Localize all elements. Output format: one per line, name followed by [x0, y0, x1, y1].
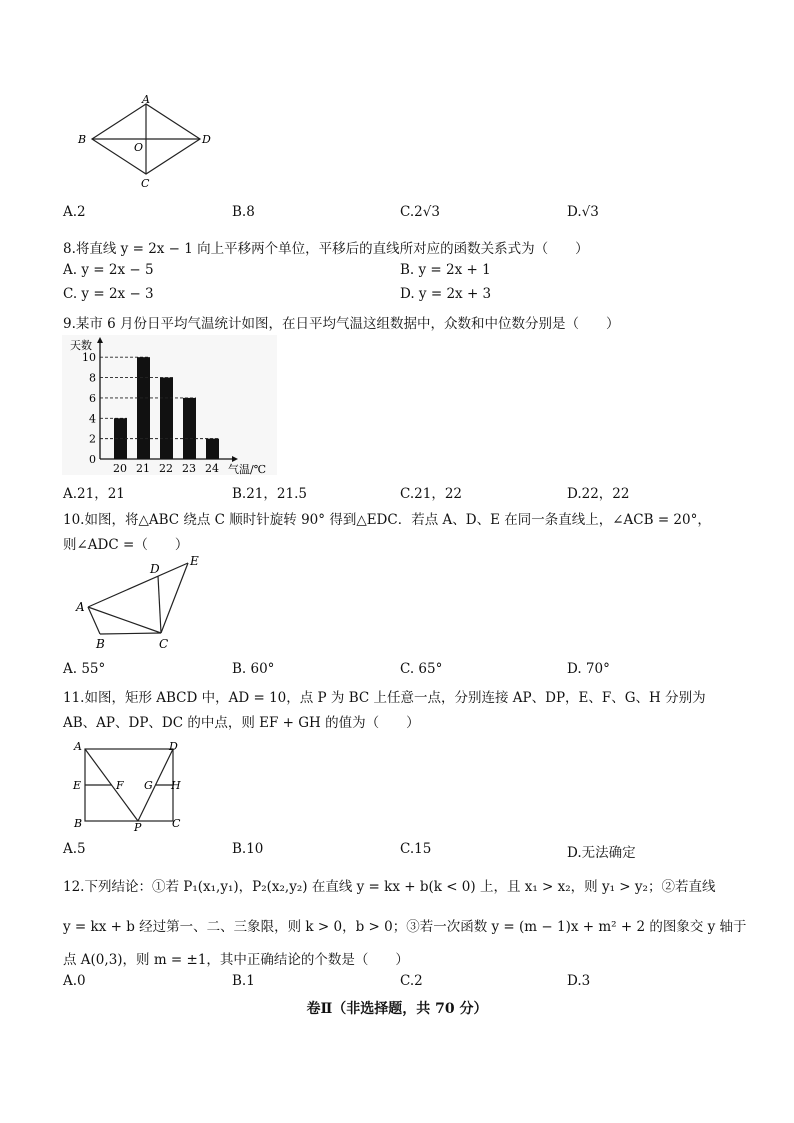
label-b: B	[78, 133, 87, 146]
label-o: O	[134, 141, 144, 154]
label-d: D	[150, 562, 160, 576]
q10-option-d[interactable]: D. 70°	[567, 661, 610, 677]
q9-option-d[interactable]: D.22，22	[567, 486, 630, 502]
q11-stem-line1: 11.如图，矩形 ABCD 中，AD = 10，点 P 为 BC 上任意一点，分别连接 AP、DP，E、F、G、H 分别为	[63, 690, 706, 706]
rectangle-figure	[70, 737, 190, 832]
q8-stem: 8.将直线 y = 2x − 1 向上平移两个单位，平移后的直线所对应的函数关系式为（ ）	[63, 241, 589, 257]
x-tick-label: 21	[136, 462, 150, 475]
q9-option-a[interactable]: A.21，21	[63, 486, 125, 502]
q10-option-a[interactable]: A. 55°	[63, 661, 106, 677]
x-tick-label: 22	[159, 462, 173, 475]
q7-option-b[interactable]: B.8	[232, 204, 255, 220]
q8-option-a[interactable]: A. y = 2x − 5	[63, 262, 154, 278]
q7-option-a[interactable]: A.2	[63, 204, 86, 220]
section-title: 卷Ⅱ（非选择题，共 70 分）	[306, 1001, 488, 1017]
y-axis-label: 天数	[70, 339, 92, 352]
label-a: A	[142, 93, 150, 106]
bar-22	[160, 378, 173, 459]
q10-stem-line1: 10.如图，将△ABC 绕点 C 顺时针旋转 90° 得到△EDC．若点 A、D、E 在同一条直线上，∠ACB = 20°，	[63, 512, 711, 528]
x-tick-label: 20	[113, 462, 127, 475]
bar-21	[137, 357, 150, 459]
q8-option-c[interactable]: C. y = 2x − 3	[63, 286, 154, 302]
label-e: E	[190, 554, 199, 568]
q10-option-b[interactable]: B. 60°	[232, 661, 275, 677]
q12-option-a[interactable]: A.0	[63, 973, 86, 989]
label-p: P	[134, 821, 142, 832]
x-axis-label: 气温/℃	[228, 463, 267, 475]
q12-option-c[interactable]: C.2	[400, 973, 423, 989]
q7-option-c[interactable]: C.2√3	[400, 204, 440, 220]
y-tick-label: 2	[89, 432, 96, 446]
q12-option-d[interactable]: D.3	[567, 973, 591, 989]
label-d: D	[202, 133, 211, 146]
y-tick-label: 8	[89, 371, 96, 385]
x-tick-label: 24	[205, 462, 219, 475]
q10-stem-line2: 则∠ADC =（ ）	[63, 537, 189, 553]
q11-option-d[interactable]: D.无法确定	[567, 845, 636, 861]
y-tick-label: 4	[89, 412, 96, 426]
q12-stem-line2: y = kx + b 经过第一、二、三象限，则 k > 0，b > 0；③若一次函数 y = (m − 1)x + m² + 2 的图象交 y 轴于	[63, 919, 747, 935]
label-b: B	[74, 817, 83, 830]
x-tick-label: 23	[182, 462, 196, 475]
bar-24	[206, 439, 219, 459]
label-a: A	[74, 740, 82, 753]
label-a: A	[76, 600, 85, 614]
y-tick-label: 0	[89, 453, 96, 466]
label-g: G	[144, 779, 153, 792]
label-b: B	[96, 637, 105, 651]
q11-option-a[interactable]: A.5	[63, 841, 86, 857]
q11-stem-line2: AB、AP、DP、DC 的中点，则 EF + GH 的值为（ ）	[63, 715, 420, 731]
y-tick-label: 10	[82, 351, 96, 365]
q9-stem: 9.某市 6 月份日平均气温统计如图，在日平均气温这组数据中，众数和中位数分别是（ ）	[63, 316, 620, 332]
label-f: F	[116, 779, 124, 792]
label-h: H	[171, 779, 181, 792]
q11-option-c[interactable]: C.15	[400, 841, 432, 857]
y-tick-label: 6	[89, 391, 96, 405]
label-c: C	[159, 637, 169, 651]
rhombus-figure	[72, 92, 222, 192]
label-d: D	[169, 740, 178, 753]
q8-option-b[interactable]: B. y = 2x + 1	[400, 262, 491, 278]
label-c: C	[141, 177, 150, 190]
q10-option-c[interactable]: C. 65°	[400, 661, 443, 677]
bar-23	[183, 398, 196, 459]
q9-option-c[interactable]: C.21，22	[400, 486, 462, 502]
q11-option-b[interactable]: B.10	[232, 841, 264, 857]
q7-option-d[interactable]: D.√3	[567, 204, 599, 220]
label-c: C	[172, 817, 181, 830]
q9-option-b[interactable]: B.21，21.5	[232, 486, 307, 502]
q8-option-d[interactable]: D. y = 2x + 3	[400, 286, 492, 302]
q12-stem-line3: 点 A(0,3)，则 m = ±1，其中正确结论的个数是（ ）	[63, 952, 409, 968]
q12-stem-line1: 12.下列结论：①若 P₁(x₁,y₁)，P₂(x₂,y₂) 在直线 y = kx + b(k < 0) 上，且 x₁ > x₂，则 y₁ > y₂；②若直线	[63, 879, 716, 895]
label-e: E	[73, 779, 82, 792]
temperature-bar-chart	[62, 335, 277, 475]
rotation-triangle-figure	[70, 552, 220, 652]
q12-option-b[interactable]: B.1	[232, 973, 255, 989]
